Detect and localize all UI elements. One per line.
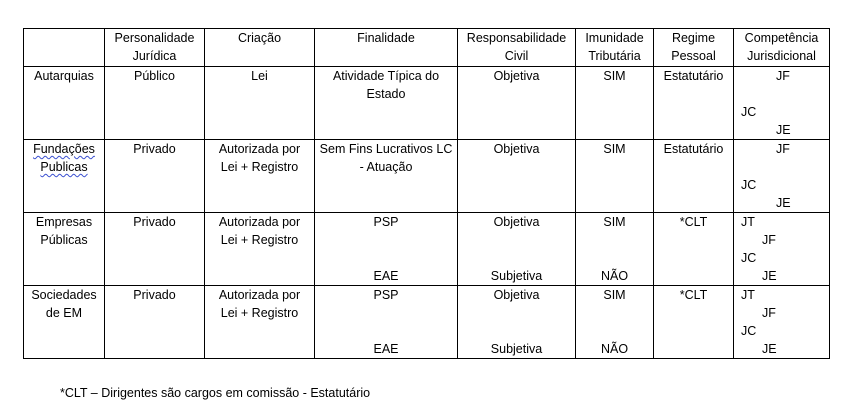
responsabilidade-cell	[458, 213, 576, 286]
header-criacao: Criação	[205, 29, 315, 67]
responsabilidade-bottom: Subjetiva	[490, 269, 543, 283]
competencia-jf: JF	[776, 69, 790, 83]
responsabilidade-top: Objetiva	[493, 142, 540, 156]
imunidade-top: SIM	[603, 215, 626, 229]
imunidade-cell	[576, 286, 654, 359]
personalidade-cell: Privado	[105, 140, 205, 213]
imunidade-cell	[576, 213, 654, 286]
responsabilidade-cell	[458, 67, 576, 140]
entity-line: Fundações	[33, 142, 95, 156]
finalidade-top: Sem Fins Lucrativos LC - Atuação	[319, 142, 453, 174]
entity-cell	[24, 286, 105, 359]
criacao-line: Lei + Registro	[220, 160, 299, 174]
responsabilidade-cell	[458, 140, 576, 213]
competencia-je: JE	[776, 196, 791, 210]
competencia-jf: JF	[776, 142, 790, 156]
regime-cell: Estatutário	[654, 140, 734, 213]
regime-cell: *CLT	[654, 286, 734, 359]
comparison-table	[23, 28, 830, 359]
entity-line: Sociedades	[31, 288, 97, 302]
criacao-line: Autorizada por	[218, 288, 301, 302]
finalidade-cell	[315, 286, 458, 359]
responsabilidade-top: Objetiva	[493, 69, 540, 83]
competencia-je: JE	[762, 342, 777, 356]
finalidade-top: Atividade Típica do Estado	[332, 69, 440, 101]
competencia-jt: JT	[741, 215, 755, 229]
imunidade-top: SIM	[603, 288, 626, 302]
competencia-jt: JT	[741, 288, 755, 302]
regime-cell: Estatutário	[654, 67, 734, 140]
criacao-cell	[205, 67, 315, 140]
competencia-cell	[734, 213, 830, 286]
entity-cell	[24, 67, 105, 140]
regime-cell: *CLT	[654, 213, 734, 286]
competencia-je: JE	[776, 123, 791, 137]
entity-line: de EM	[45, 306, 83, 320]
table-row	[24, 67, 830, 140]
competencia-jc: JC	[741, 324, 757, 338]
entity-line: Autarquias	[34, 69, 94, 83]
finalidade-bottom: EAE	[373, 269, 399, 283]
entity-cell	[24, 140, 105, 213]
finalidade-cell	[315, 67, 458, 140]
finalidade-top: PSP	[373, 288, 399, 302]
responsabilidade-cell	[458, 286, 576, 359]
imunidade-top: SIM	[603, 69, 626, 83]
personalidade-cell: Privado	[105, 213, 205, 286]
header-empty	[24, 29, 105, 67]
responsabilidade-top: Objetiva	[493, 215, 540, 229]
header-competencia: Competência Jurisdicional	[734, 29, 830, 67]
criacao-cell	[205, 140, 315, 213]
entity-cell	[24, 213, 105, 286]
entity-line: Empresas	[35, 215, 93, 229]
header-personalidade: Personalidade Jurídica	[105, 29, 205, 67]
criacao-cell	[205, 286, 315, 359]
criacao-line: Autorizada por	[218, 215, 301, 229]
header-finalidade: Finalidade	[315, 29, 458, 67]
finalidade-bottom: EAE	[373, 342, 399, 356]
responsabilidade-bottom: Subjetiva	[490, 342, 543, 356]
table-row	[24, 140, 830, 213]
criacao-line: Lei + Registro	[220, 306, 299, 320]
imunidade-cell	[576, 140, 654, 213]
header-regime: Regime Pessoal	[654, 29, 734, 67]
competencia-jc: JC	[741, 251, 757, 265]
entity-line: Públicas	[40, 233, 88, 247]
imunidade-bottom: NÃO	[600, 269, 629, 283]
finalidade-top: PSP	[373, 215, 399, 229]
competencia-jf: JF	[762, 306, 776, 320]
personalidade-cell: Privado	[105, 286, 205, 359]
competencia-cell	[734, 67, 830, 140]
competencia-jf: JF	[762, 233, 776, 247]
header-responsabilidade: Responsabilidade Civil	[458, 29, 576, 67]
footnote: *CLT – Dirigentes são cargos em comissão - Estatutário	[60, 386, 371, 400]
finalidade-cell	[315, 140, 458, 213]
personalidade-cell: Público	[105, 67, 205, 140]
criacao-line	[209, 140, 310, 158]
imunidade-cell	[576, 67, 654, 140]
competencia-jc: JC	[741, 178, 757, 192]
imunidade-bottom: NÃO	[600, 342, 629, 356]
header-row	[24, 29, 830, 67]
competencia-jc: JC	[741, 105, 757, 119]
competencia-cell	[734, 140, 830, 213]
responsabilidade-top: Objetiva	[493, 288, 540, 302]
entity-line: Publicas	[40, 160, 88, 174]
criacao-cell	[205, 213, 315, 286]
criacao-line: Lei	[251, 69, 268, 83]
imunidade-top: SIM	[603, 142, 626, 156]
criacao-line: Lei + Registro	[220, 233, 299, 247]
competencia-cell	[734, 286, 830, 359]
criacao-text: Autorizada por	[218, 142, 301, 156]
table-row	[24, 286, 830, 359]
table-row	[24, 213, 830, 286]
header-imunidade: Imunidade Tributária	[576, 29, 654, 67]
competencia-je: JE	[762, 269, 777, 283]
finalidade-cell	[315, 213, 458, 286]
